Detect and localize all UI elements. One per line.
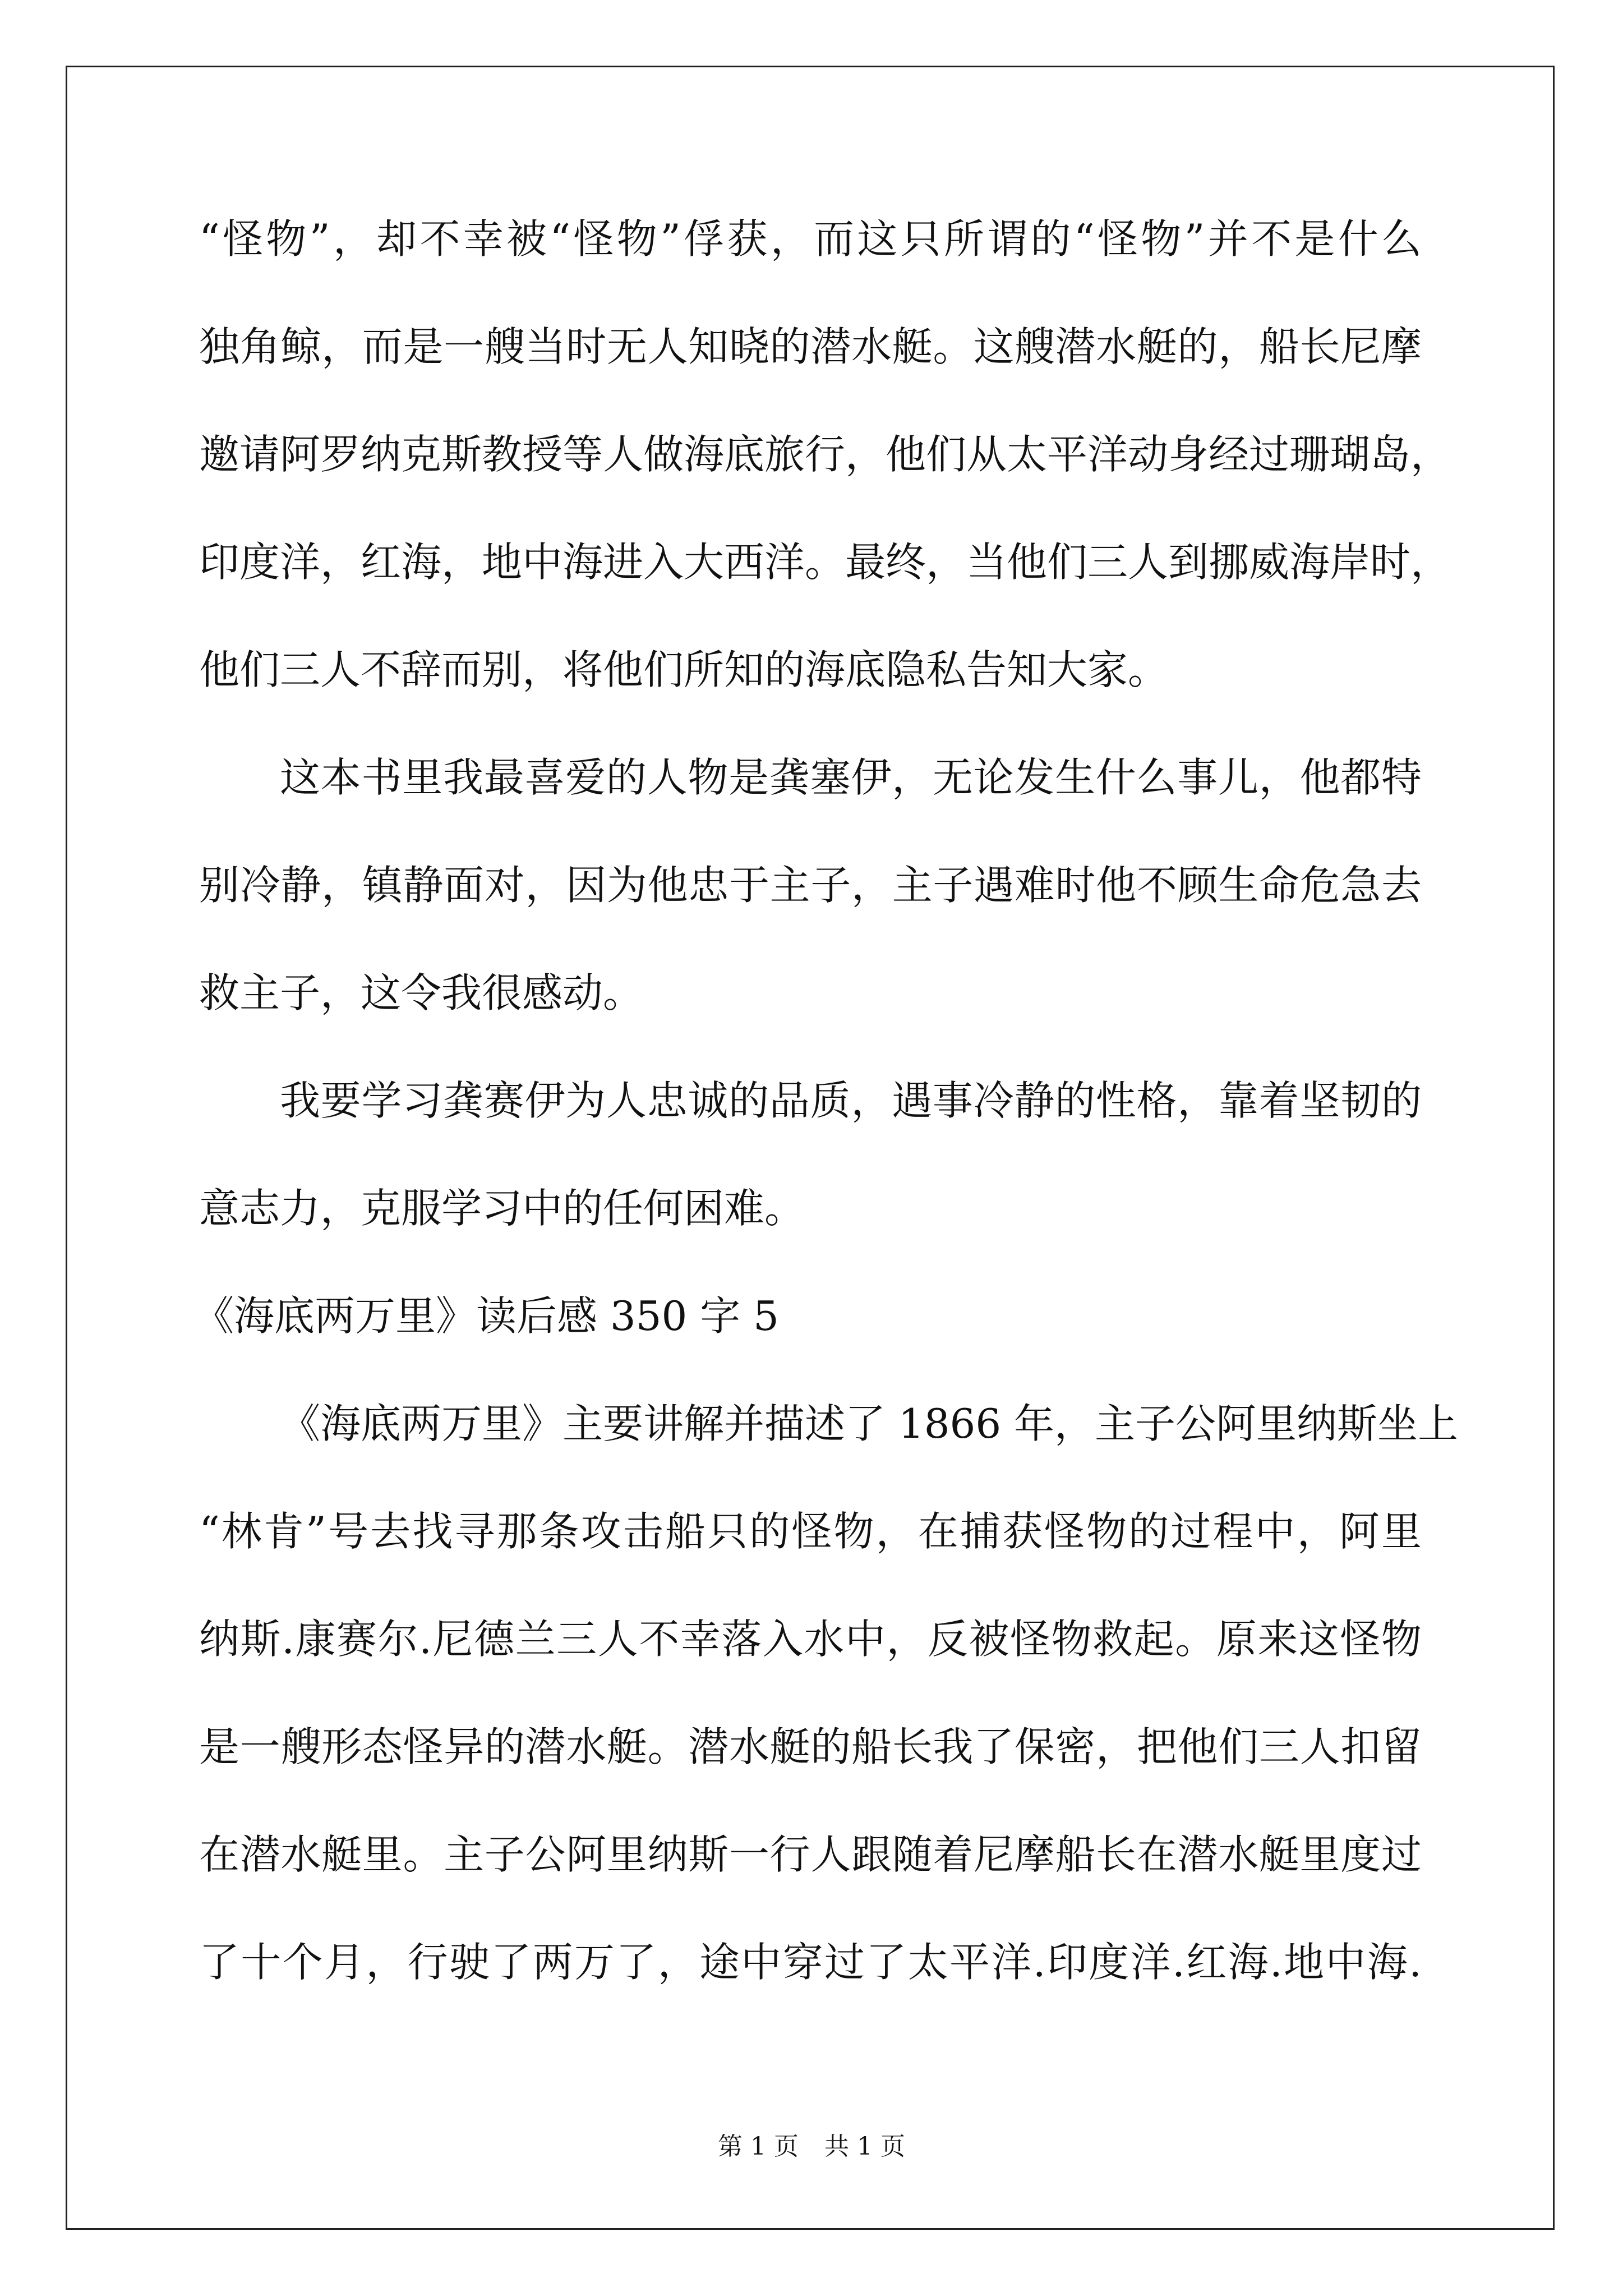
text-line: 纳斯.康赛尔.尼德兰三人不幸落入水中，反被怪物救起。原来这怪物: [199, 1616, 1422, 1663]
paragraph-first-line: 《海底两万里》主要讲解并描述了 1866 年，主子公阿里纳斯坐上: [280, 1400, 1459, 1447]
text-line: 意志力，克服学习中的任何困难。: [199, 1185, 805, 1232]
page-total: 共 1 页: [824, 2132, 905, 2161]
page-number: 第 1 页: [718, 2132, 799, 2161]
text-line: 别冷静，镇静面对，因为他忠于主子，主子遇难时他不顾生命危急去: [199, 862, 1422, 909]
page-footer: [0, 2134, 1623, 2159]
paragraph-first-line: 我要学习龚赛伊为人忠诚的品质，遇事冷静的性格，靠着坚韧的: [280, 1077, 1422, 1124]
text-line: “怪物”，却不幸被“怪物”俘获，而这只所谓的“怪物”并不是什么: [199, 215, 1422, 263]
text-line: 了十个月，行驶了两万了，途中穿过了太平洋.印度洋.红海.地中海.: [199, 1939, 1422, 1986]
text-line: 印度洋，红海，地中海进入大西洋。最终，当他们三人到挪威海岸时，: [199, 539, 1451, 586]
text-line: 独角鲸，而是一艘当时无人知晓的潜水艇。这艘潜水艇的，船长尼摩: [199, 323, 1422, 370]
text-line: 是一艘形态怪异的潜水艇。潜水艇的船长我了保密，把他们三人扣留: [199, 1723, 1422, 1770]
text-line: “林肯”号去找寻那条攻击船只的怪物，在捕获怪物的过程中，阿里: [199, 1508, 1422, 1555]
section-heading: 《海底两万里》读后感 350 字 5: [193, 1292, 779, 1340]
paragraph-first-line: 这本书里我最喜爱的人物是龚塞伊，无论发生什么事儿，他都特: [280, 754, 1422, 801]
text-line: 救主子，这令我很感动。: [199, 969, 644, 1016]
document-body: [193, 215, 1459, 2050]
text-line: 他们三人不辞而别，将他们所知的海底隐私告知大家。: [199, 646, 1169, 693]
text-line: 邀请阿罗纳克斯教授等人做海底旅行，他们从太平洋动身经过珊瑚岛，: [199, 431, 1451, 478]
text-line: 在潜水艇里。主子公阿里纳斯一行人跟随着尼摩船长在潜水艇里度过: [199, 1831, 1422, 1878]
